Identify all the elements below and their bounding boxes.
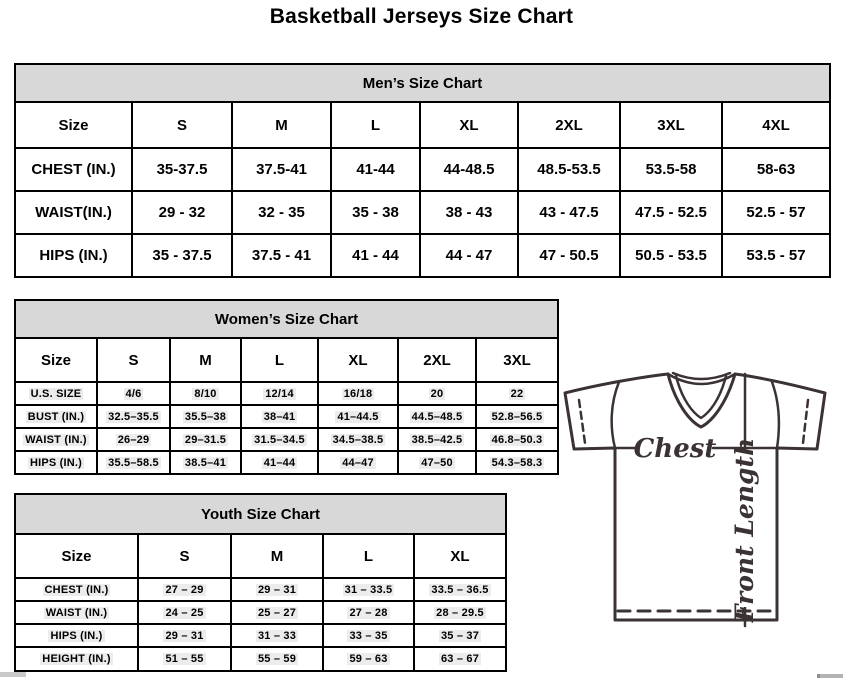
womens-column-header-0: Size	[15, 338, 97, 382]
youth-cell	[323, 601, 414, 624]
womens-cell-text: 12/14	[265, 387, 294, 400]
table-row	[15, 601, 506, 624]
womens-cell-text: 35.5–58.5	[108, 456, 159, 469]
youth-column-header-1: S	[138, 534, 231, 578]
youth-cell-text: 35 – 37	[440, 629, 480, 642]
youth-cell	[231, 578, 323, 601]
mens-cell-text: 53.5 - 57	[746, 247, 806, 264]
youth-row-label	[15, 647, 138, 671]
table-row	[15, 148, 830, 191]
table-row	[15, 647, 506, 671]
youth-column-header-4: XL	[414, 534, 506, 578]
mens-cell-text: 58-63	[756, 161, 796, 178]
womens-column-header-1: S	[97, 338, 170, 382]
youth-row-label-text: WAIST (IN.)	[45, 606, 108, 619]
womens-cell	[476, 428, 558, 451]
youth-cell	[138, 647, 231, 671]
youth-row-label-text: CHEST (IN.)	[44, 583, 109, 596]
mens-cell	[232, 191, 331, 234]
mens-cell-text: 37.5 - 41	[251, 247, 312, 264]
front-length-label: Front Length	[730, 437, 759, 623]
mens-cell-text: 29 - 32	[158, 204, 206, 221]
womens-cell-text: 35.5–38	[184, 410, 227, 423]
womens-cell-text: 38.5–41	[184, 456, 227, 469]
womens-cell-text: 38–41	[263, 410, 296, 423]
womens-row-label	[15, 428, 97, 451]
womens-cell-text: 16/18	[343, 387, 373, 400]
mens-column-header-3: L	[331, 102, 420, 148]
mens-cell-text: 32 - 35	[258, 204, 305, 221]
table-row	[15, 234, 830, 277]
mens-row-label	[15, 191, 132, 234]
womens-row-label	[15, 382, 97, 405]
youth-row-label	[15, 624, 138, 647]
mens-cell	[331, 191, 420, 234]
womens-cell	[318, 382, 398, 405]
youth-cell	[231, 647, 323, 671]
horizontal-scrollbar-fragment-left[interactable]	[0, 672, 26, 677]
youth-column-header-2: M	[231, 534, 323, 578]
mens-cell	[620, 148, 722, 191]
youth-cell	[138, 601, 231, 624]
mens-cell-text: 41-44	[356, 161, 395, 178]
womens-cell-text: 8/10	[194, 387, 217, 400]
jersey-measurement-diagram	[556, 360, 843, 642]
mens-cell-text: 53.5-58	[645, 161, 697, 178]
youth-cell-text: 55 – 59	[257, 653, 297, 665]
mens-cell-text: 43 - 47.5	[539, 204, 599, 221]
youth-cell	[138, 624, 231, 647]
mens-cell-text: 41 - 44	[352, 247, 399, 264]
youth-cell	[231, 624, 323, 647]
youth-size-table	[14, 493, 507, 672]
mens-row-label-text: CHEST (IN.)	[31, 161, 116, 178]
womens-cell-text: 46.8–50.3	[491, 433, 543, 446]
mens-column-header-1: S	[132, 102, 232, 148]
mens-cell	[420, 191, 518, 234]
table-row	[15, 624, 506, 647]
womens-cell	[318, 405, 398, 428]
mens-cell	[132, 234, 232, 277]
youth-cell	[323, 647, 414, 671]
womens-cell	[398, 451, 476, 474]
youth-column-header-3: L	[323, 534, 414, 578]
jersey-outline	[565, 373, 825, 626]
womens-cell-text: 44.5–48.5	[411, 410, 463, 423]
mens-cell	[722, 234, 830, 277]
womens-cell-text: 38.5–42.5	[411, 433, 463, 446]
horizontal-scrollbar-fragment-right[interactable]	[817, 674, 843, 678]
womens-row-label	[15, 405, 97, 428]
table-row	[15, 451, 558, 474]
youth-cell	[414, 578, 506, 601]
womens-cell	[476, 451, 558, 474]
mens-cell	[518, 148, 620, 191]
womens-row-label-text: BUST (IN.)	[27, 410, 85, 423]
table-row	[15, 405, 558, 428]
womens-cell-text: 26–29	[117, 433, 150, 446]
cuff-stitch-left	[579, 400, 585, 443]
womens-cell-text: 32.5–35.5	[108, 410, 159, 423]
mens-cell	[518, 234, 620, 277]
youth-row-label	[15, 601, 138, 624]
youth-cell	[414, 647, 506, 671]
womens-cell-text: 47–50	[421, 456, 453, 469]
mens-cell	[722, 191, 830, 234]
youth-cell-text: 63 – 67	[440, 653, 480, 665]
youth-cell-text: 27 – 28	[349, 606, 388, 619]
womens-cell	[241, 451, 318, 474]
womens-cell-text: 4/6	[125, 387, 142, 400]
womens-column-header-6: 3XL	[476, 338, 558, 382]
womens-cell	[97, 382, 170, 405]
mens-row-label	[15, 148, 132, 191]
youth-cell-text: 27 – 29	[165, 583, 204, 596]
mens-cell	[420, 234, 518, 277]
mens-cell	[232, 234, 331, 277]
mens-cell	[232, 148, 331, 191]
mens-section-header: Men’s Size Chart	[15, 64, 830, 102]
womens-cell-text: 41–44.5	[337, 410, 379, 423]
chest-label: Chest	[633, 434, 717, 464]
mens-row-label	[15, 234, 132, 277]
mens-cell	[132, 148, 232, 191]
womens-cell-text: 41–44	[263, 456, 296, 469]
womens-column-header-5: 2XL	[398, 338, 476, 382]
womens-cell	[241, 428, 318, 451]
youth-cell-text: 29 – 31	[165, 629, 204, 642]
mens-column-header-0: Size	[15, 102, 132, 148]
table-row	[15, 428, 558, 451]
womens-cell-text: 29–31.5	[184, 433, 227, 446]
womens-cell	[97, 451, 170, 474]
womens-cell	[241, 382, 318, 405]
youth-section-header: Youth Size Chart	[15, 494, 506, 534]
mens-column-header-5: 2XL	[518, 102, 620, 148]
mens-cell-text: 38 - 43	[445, 204, 493, 221]
youth-cell	[138, 578, 231, 601]
womens-column-header-4: XL	[318, 338, 398, 382]
womens-cell	[170, 451, 241, 474]
womens-cell	[170, 382, 241, 405]
youth-cell-text: 28 – 29.5	[436, 606, 484, 619]
womens-cell-text: 52.8–56.5	[491, 410, 543, 423]
mens-cell-text: 52.5 - 57	[746, 204, 806, 221]
mens-cell-text: 35 - 37.5	[152, 247, 212, 264]
womens-cell	[476, 405, 558, 428]
womens-column-header-3: L	[241, 338, 318, 382]
mens-row-label-text: WAIST(IN.)	[35, 204, 112, 221]
womens-cell	[241, 405, 318, 428]
youth-cell-text: 59 – 63	[349, 653, 388, 665]
mens-column-header-2: M	[232, 102, 331, 148]
youth-cell-text: 24 – 25	[165, 606, 204, 619]
mens-cell-text: 48.5-53.5	[537, 161, 601, 178]
youth-column-header-0: Size	[15, 534, 138, 578]
womens-cell-text: 22	[510, 387, 524, 400]
womens-cell-text: 20	[430, 387, 444, 400]
table-row	[15, 191, 830, 234]
mens-cell	[420, 148, 518, 191]
womens-row-label	[15, 451, 97, 474]
womens-cell-text: 34.5–38.5	[332, 433, 384, 446]
womens-column-header-2: M	[170, 338, 241, 382]
womens-section-header: Women’s Size Chart	[15, 300, 558, 338]
youth-row-label-text: HEIGHT (IN.)	[42, 653, 111, 665]
womens-cell	[398, 405, 476, 428]
womens-cell	[398, 428, 476, 451]
youth-cell-text: 51 – 55	[165, 653, 204, 665]
mens-column-header-4: XL	[420, 102, 518, 148]
womens-cell-text: 31.5–34.5	[254, 433, 305, 446]
mens-cell-text: 35-37.5	[156, 161, 208, 178]
mens-cell	[620, 191, 722, 234]
youth-cell-text: 33.5 – 36.5	[431, 583, 489, 596]
mens-cell-text: 37.5-41	[256, 161, 307, 178]
mens-size-table	[14, 63, 831, 278]
mens-cell-text: 44-48.5	[443, 161, 495, 178]
front-length-label-group	[730, 438, 759, 623]
mens-column-header-7: 4XL	[722, 102, 830, 148]
womens-cell	[170, 428, 241, 451]
womens-row-label-text: HIPS (IN.)	[29, 456, 83, 469]
womens-cell	[318, 451, 398, 474]
youth-row-label	[15, 578, 138, 601]
youth-cell	[323, 624, 414, 647]
youth-cell	[414, 601, 506, 624]
womens-row-label-text: U.S. SIZE	[30, 387, 82, 400]
youth-cell-text: 31 – 33.5	[344, 583, 393, 596]
mens-cell	[132, 191, 232, 234]
youth-cell-text: 33 – 35	[349, 629, 388, 642]
mens-cell-text: 47 - 50.5	[539, 247, 599, 264]
youth-row-label-text: HIPS (IN.)	[50, 629, 103, 642]
page-title: Basketball Jerseys Size Chart	[269, 5, 574, 28]
womens-cell	[398, 382, 476, 405]
mens-cell	[331, 148, 420, 191]
mens-cell-text: 35 - 38	[352, 204, 399, 221]
table-row	[15, 382, 558, 405]
youth-cell	[323, 578, 414, 601]
womens-cell	[476, 382, 558, 405]
youth-cell	[231, 601, 323, 624]
youth-cell-text: 25 – 27	[257, 606, 297, 619]
womens-size-table	[14, 299, 559, 475]
mens-row-label-text: HIPS (IN.)	[39, 247, 108, 264]
mens-cell	[722, 148, 830, 191]
mens-cell-text: 50.5 - 53.5	[635, 247, 707, 264]
womens-cell	[97, 405, 170, 428]
youth-cell-text: 29 – 31	[257, 583, 297, 596]
womens-row-label-text: WAIST (IN.)	[25, 433, 87, 446]
cuff-stitch-right	[803, 400, 808, 443]
mens-cell	[620, 234, 722, 277]
womens-cell	[97, 428, 170, 451]
womens-cell-text: 44–47	[342, 456, 374, 469]
mens-cell-text: 47.5 - 52.5	[635, 204, 707, 221]
womens-cell	[318, 428, 398, 451]
youth-cell	[414, 624, 506, 647]
mens-column-header-6: 3XL	[620, 102, 722, 148]
table-row	[15, 578, 506, 601]
mens-cell-text: 44 - 47	[445, 247, 493, 264]
womens-cell-text: 54.3–58.3	[491, 456, 543, 469]
mens-cell	[331, 234, 420, 277]
womens-cell	[170, 405, 241, 428]
youth-cell-text: 31 – 33	[257, 629, 297, 642]
mens-cell	[518, 191, 620, 234]
